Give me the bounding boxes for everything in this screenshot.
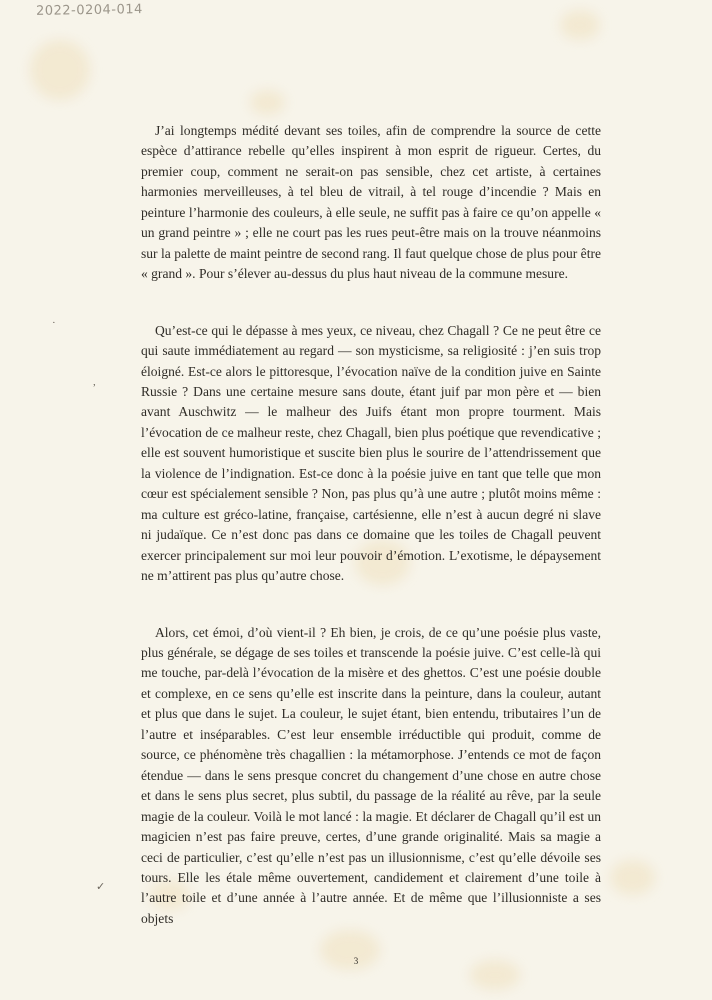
margin-mark: ✓ <box>96 881 106 893</box>
paper-stain <box>610 860 655 895</box>
paper-stain <box>250 90 285 115</box>
paragraph: J’ai longtemps médité devant ses toiles, afin de comprendre la source de cette espèce d’attirance rebelle qu’elles inspirent à mon esprit de rigueur. Certes, du premier coup, comment ne serait-on pas sensible, chez cet artiste, à certaines harmonies merveilleuses, à tel bleu de vitrail, à tel rouge d’incendie ? Mais en peinture l’harmonie des couleurs, à elle seule, ne suffit pas à faire ce qu’on appelle « un grand peintre » ; elle ne court pas les rues peut-être mais on la trouve néanmoins sur la palette de maint peintre de second rang. Il faut quelque chose de plus pour être « grand ». Pour s’élever au-dessus du plus haut niveau de la commune mesure. <box>141 123 601 282</box>
margin-mark: , <box>93 376 96 388</box>
margin-mark: · <box>52 317 56 329</box>
paper-stain <box>560 10 600 40</box>
body-text <box>141 121 601 929</box>
paper-stain <box>30 40 90 100</box>
paragraph: Alors, cet émoi, d’où vient-il ? Eh bien, je crois, de ce qu’une poésie plus vaste, plus générale, se dégage de ses toiles et transcende la poésie juive. C’est celle-là qui me touche, par-delà l’évocation de la misère et des ghettos. C’est une poésie double et complexe, en ce sens qu’elle est inscrite dans la peinture, dans la couleur, autant et plus que dans le sujet. La couleur, le sujet étant, bien entendu, tributaires l’un de l’autre et inséparables. C’est leur ensemble irréductible qui produit, comme de source, ce phénomène très chagallien : la métamorphose. J’entends ce mot de façon étendue — dans le sens presque concret du changement d’une chose en autre chose et dans le sens plus secret, plus subtil, du passage de la réalité au rêve, par la seule magie de la couleur. Voilà le mot lancé : la magie. Et déclarer de Chagall qu’il est un magicien n’est pas faire preuve, certes, d’une grande originalité. Mais sa magie a ceci de particulier, c’est qu’elle n’est pas un illusionnisme, c’est qu’elle dévoile ses tours. Elle les étale même ouvertement, candidement et clairement d’une toile à l’autre toile et d’une année à l’autre année. Et de même que l’illusionniste a ses objets <box>141 624 601 926</box>
paper-stain <box>470 960 520 990</box>
page-number: 3 <box>353 956 359 966</box>
paragraph: Qu’est-ce qui le dépasse à mes yeux, ce niveau, chez Chagall ? Ce ne peut être ce qui saute immédiatement au regard — son mysticisme, sa religiosité : j’en suis trop éloigné. Est-ce alors le pittoresque, l’évocation naïve de la condition juive en Sainte Russie ? Dans une certaine mesure sans doute, étant juif par mon père et — bien avant Auschwitz — le malheur des Juifs étant mon propre tourment. Mais l’évocation de ce malheur reste, chez Chagall, bien plus poétique que revendicative ; elle est souvent humoristique et suscite bien plus le sourire de l’attendrissement que la violence de l’indignation. Est-ce donc à la poésie juive en tant que telle que mon cœur est spécialement sensible ? Non, pas plus qu’à une autre ; plutôt moins même : ma culture est gréco-latine, française, cartésienne, elle n’est à aucun degré ni slave ni judaïque. Ce n’est donc pas dans ce domaine que les toiles de Chagall peuvent exercer principalement sur moi leur pouvoir d’émotion. L’exotisme, le dépaysement ne m’attirent pas plus qu’autre chose. <box>141 322 601 584</box>
archive-reference: 2022-0204-014 <box>35 2 143 19</box>
